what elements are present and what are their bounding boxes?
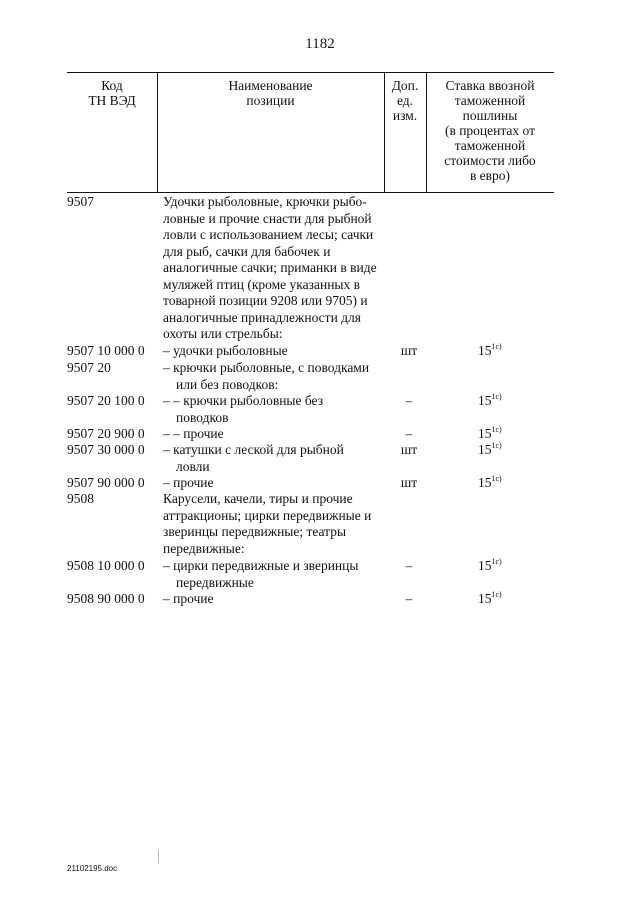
- header-rate-line: стоимости либо: [444, 153, 536, 168]
- header-rate-line: (в процентах от: [444, 123, 536, 138]
- header-unit-line: Доп.: [391, 78, 419, 93]
- rate-footnote: 1c): [491, 474, 502, 483]
- header-rate-line: таможенной: [454, 93, 526, 108]
- header-unit: [384, 78, 426, 123]
- rate-footnote: 1c): [491, 590, 502, 599]
- header-rate-line: в евро): [469, 168, 511, 183]
- margin-mark: [158, 850, 159, 864]
- row-description: [163, 491, 383, 557]
- header-unit-line: ед.: [396, 93, 414, 108]
- rate-footnote: 1c): [491, 342, 502, 351]
- row-code: 9507: [67, 194, 94, 209]
- description-line: аналогичные принадлежности для: [163, 309, 361, 325]
- row-code: 9508: [67, 491, 94, 506]
- description-line: – удочки рыболовные: [163, 343, 288, 358]
- row-code: 9507 10 000 0: [67, 343, 145, 358]
- rate-value: 15: [478, 558, 492, 573]
- description-line: муляжей птиц (кроме указанных в: [163, 276, 360, 292]
- description-line: передвижные:: [163, 540, 245, 556]
- row-code: 9508 90 000 0: [67, 591, 145, 606]
- description-line: – крючки рыболовные, с поводками: [163, 360, 370, 375]
- row-description: [163, 442, 383, 475]
- row-code: 9507 20 100 0: [67, 393, 145, 408]
- description-line: товарной позиции 9208 или 9705) и: [163, 293, 368, 308]
- rate-value: 15: [478, 475, 492, 490]
- description-line: Карусели, качели, тиры и прочие: [163, 491, 353, 506]
- description-line: Удочки рыболовные, крючки рыбо-: [163, 194, 367, 209]
- rate-value: 15: [478, 426, 492, 441]
- row-rate: [478, 442, 502, 459]
- rate-footnote: 1c): [491, 425, 502, 434]
- description-line: ловные и прочие снасти для рыбной: [163, 210, 372, 226]
- row-description: [163, 343, 383, 360]
- table-header-rule: [67, 192, 554, 193]
- rate-value: 15: [478, 343, 492, 358]
- rate-value: 15: [478, 591, 492, 606]
- description-line: аттракционы; цирки передвижные и: [163, 507, 372, 523]
- description-line: зверинцы передвижные; театры: [163, 524, 347, 539]
- row-description: [163, 558, 383, 591]
- row-rate: [478, 558, 502, 575]
- header-rate-line: пошлины: [462, 108, 518, 123]
- row-rate: [478, 343, 502, 360]
- rate-footnote: 1c): [491, 557, 502, 566]
- rate-footnote: 1c): [491, 441, 502, 450]
- row-code: 9507 90 000 0: [67, 475, 145, 490]
- description-line: – прочие: [163, 475, 214, 490]
- row-description: [163, 475, 383, 492]
- row-description: [163, 591, 383, 608]
- page-number: 1182: [305, 36, 335, 52]
- description-line: – – прочие: [163, 426, 224, 441]
- description-line: поводков: [176, 409, 229, 425]
- description-line: – катушки с леской для рыбной: [163, 442, 344, 457]
- row-description: [163, 194, 383, 343]
- description-line: – цирки передвижные и зверинцы: [163, 558, 359, 573]
- header-code-line: ТН ВЭД: [88, 93, 136, 108]
- row-rate: [478, 475, 502, 492]
- table-top-rule: [67, 72, 554, 73]
- header-name-line: Наименование: [228, 78, 313, 93]
- header-name: [157, 78, 384, 108]
- description-line: охоты или стрельбы:: [163, 326, 283, 341]
- row-code: 9507 30 000 0: [67, 442, 145, 457]
- row-rate: [478, 393, 502, 410]
- row-description: [163, 426, 383, 443]
- document-filename: 21102195.doc: [67, 864, 118, 873]
- header-rate-line: таможенной: [454, 138, 526, 153]
- header-unit-line: изм.: [392, 108, 418, 123]
- description-line: – – крючки рыболовные без: [163, 393, 324, 408]
- row-code: 9508 10 000 0: [67, 558, 145, 573]
- description-line: или без поводков:: [176, 376, 279, 392]
- description-line: ловли: [176, 458, 210, 474]
- description-line: передвижные: [176, 574, 254, 590]
- header-name-line: позиции: [246, 93, 295, 108]
- row-unit: –: [405, 591, 413, 606]
- header-code-line: Код: [101, 78, 123, 93]
- row-code: 9507 20 900 0: [67, 426, 145, 441]
- header-rate: [426, 78, 554, 183]
- rate-value: 15: [478, 442, 492, 457]
- row-rate: [478, 591, 502, 608]
- row-unit: шт: [400, 343, 418, 358]
- rate-footnote: 1c): [491, 392, 502, 401]
- row-unit: шт: [400, 442, 418, 457]
- row-unit: шт: [400, 475, 418, 490]
- description-line: для рыб, сачки для бабочек и: [163, 243, 331, 259]
- header-code: [67, 78, 157, 108]
- row-description: [163, 360, 383, 393]
- rate-value: 15: [478, 393, 492, 408]
- row-unit: –: [405, 393, 413, 408]
- row-unit: –: [405, 558, 413, 573]
- description-line: ловли с использованием лесы; сачки: [163, 227, 374, 242]
- row-unit: –: [405, 426, 413, 441]
- description-line: аналогичные сачки; приманки в виде: [163, 260, 377, 275]
- description-line: – прочие: [163, 591, 214, 606]
- row-description: [163, 393, 383, 426]
- header-rate-line: Ставка ввозной: [445, 78, 535, 93]
- row-code: 9507 20: [67, 360, 111, 375]
